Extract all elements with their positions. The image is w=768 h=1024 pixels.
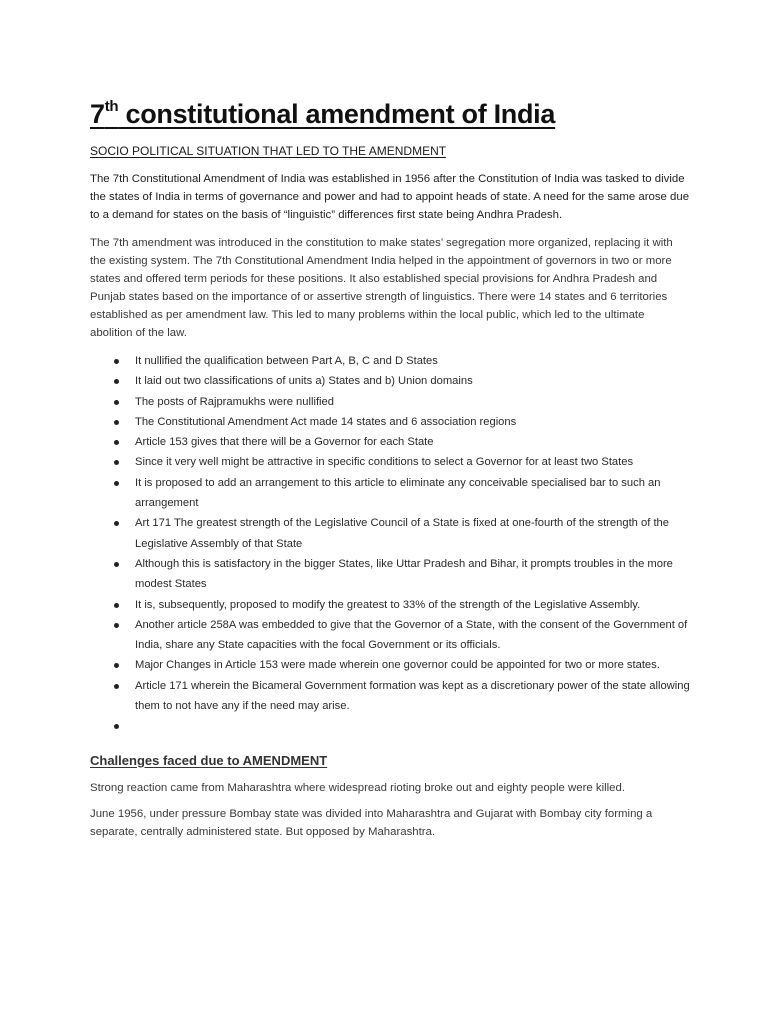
title-superscript: th (104, 98, 119, 115)
background-paragraph: The 7th amendment was introduced in the constitution to make states’ segregation more organized, replacing it with the existing system. The 7th Constitutional Amendment India helped in the appointment of governors in two or more states and offered term periods for these positions. It also established special provisions for Andhra Pradesh and Punjab states based on the importance of or assertive strength of linguistics. There were 14 states and 6 territories established as per amendment law. This led to many problems within the local public, which led to the ultimate abolition of the law. (90, 237, 673, 339)
list-item-text: It is proposed to add an arrangement to this article to eliminate any conceivable specialised bar to such an arrangement (135, 476, 661, 510)
list-item (90, 392, 690, 412)
list-item-text: Article 153 gives that there will be a Governor for each State (135, 436, 434, 449)
list-item-text: It is, subsequently, proposed to modify the greatest to 33% of the strength of the Legislative Assembly. (135, 598, 641, 611)
bullet-icon (114, 359, 119, 364)
list-item (90, 473, 690, 514)
list-item-text: Article 171 wherein the Bicameral Government formation was kept as a discretionary power of the state allowing them to not have any if the need may arise. (135, 679, 690, 713)
challenges-paragraph: June 1956, under pressure Bombay state was divided into Maharashtra and Gujarat with Bombay city forming a separate, centrally administered state. But opposed by Maharashtra. (90, 807, 653, 838)
challenges-paragraph: Strong reaction came from Maharashtra where widespread rioting broke out and eighty people were killed. (90, 781, 626, 794)
challenges-heading: Challenges faced due to AMENDMENT (90, 752, 328, 768)
list-item (90, 351, 690, 371)
list-item (90, 595, 690, 615)
bullet-icon (114, 603, 119, 608)
section-subheading: SOCIO POLITICAL SITUATION THAT LED TO THE AMENDMENT (90, 144, 447, 158)
list-item (90, 676, 690, 717)
list-item (90, 432, 690, 452)
list-item-text: Since it very well might be attractive in specific conditions to select a Governor for at least two States (135, 456, 634, 469)
page-title (90, 96, 690, 132)
list-item (90, 371, 690, 391)
list-item-text: Another article 258A was embedded to give that the Governor of a State, with the consent of the Government of India, share any State capacities with the focal Government or its officials. (135, 618, 688, 652)
bullet-icon (114, 663, 119, 668)
list-item (90, 513, 690, 554)
title-base: 7 (90, 99, 105, 129)
amendment-points-list (90, 351, 690, 737)
list-item-text: The Constitutional Amendment Act made 14 states and 6 association regions (135, 415, 517, 428)
list-item (90, 452, 690, 472)
bullet-icon (114, 724, 119, 729)
list-item-text: It nullified the qualification between Part A, B, C and D States (135, 355, 438, 367)
list-item (90, 554, 690, 595)
list-item-text: The posts of Rajpramukhs were nullified (135, 395, 334, 408)
bullet-icon (114, 440, 119, 445)
bullet-icon (114, 562, 119, 567)
title-rest: constitutional amendment of India (118, 99, 556, 129)
bullet-icon (114, 481, 119, 486)
bullet-icon (114, 420, 119, 425)
list-item (90, 655, 690, 675)
empty-list-item (90, 716, 690, 736)
intro-paragraph: The 7th Constitutional Amendment of India was established in 1956 after the Constitution of India was tasked to divide the states of India in terms of governance and power and had to appoint heads of state. A need for the same arose due to a demand for states on the basis of “linguistic” differences first state being Andhra Pradesh. (90, 173, 690, 221)
bullet-icon (114, 684, 119, 689)
bullet-icon (114, 623, 119, 628)
list-item (90, 615, 690, 656)
list-item (90, 412, 690, 432)
bullet-icon (114, 460, 119, 465)
list-item-text: It laid out two classifications of units a) States and b) Union domains (135, 375, 473, 388)
list-item-text: Major Changes in Article 153 were made wherein one governor could be appointed for two or more states. (135, 659, 660, 672)
bullet-icon (114, 400, 119, 405)
bullet-icon (114, 379, 119, 384)
document-page (90, 96, 690, 841)
list-item-text: Art 171 The greatest strength of the Legislative Council of a State is fixed at one-fourth of the strength of the Legislative Assembly of that State (135, 517, 670, 550)
list-item-text: Although this is satisfactory in the bigger States, like Uttar Pradesh and Bihar, it prompts troubles in the more modest States (135, 557, 673, 591)
bullet-icon (114, 521, 119, 526)
